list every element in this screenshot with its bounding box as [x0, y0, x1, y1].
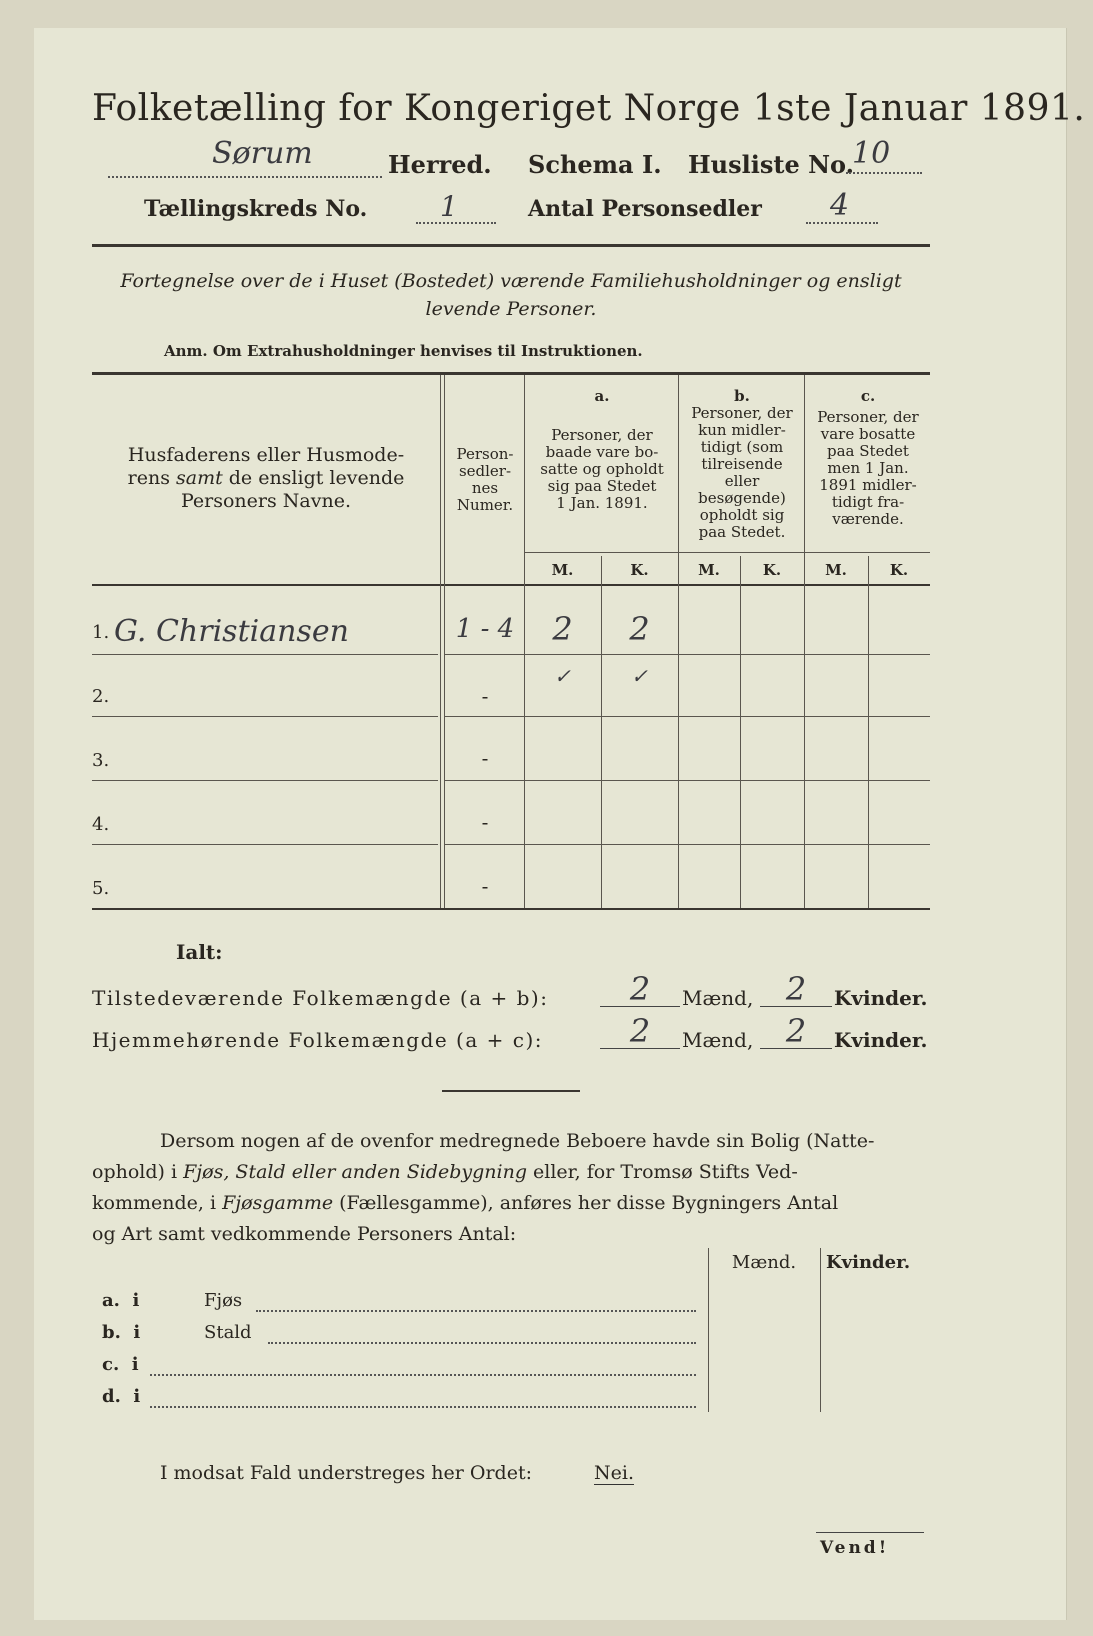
row-5-num: -: [481, 874, 489, 898]
form-title: Folketælling for Kongeriget Norge 1ste Januar 1891.: [92, 88, 1086, 129]
b-m-label: M.: [698, 561, 720, 579]
hjem-kvinder: Kvinder.: [834, 1028, 928, 1052]
tilst-maend: Mænd,: [682, 986, 754, 1010]
bld-d-dots: [150, 1406, 696, 1408]
herred-value: Sørum: [212, 136, 313, 171]
herred-label: Herred.: [388, 150, 492, 179]
col-c-header: [806, 388, 930, 528]
vend-rule: [816, 1532, 924, 1533]
intro-line1: Fortegnelse over de i Huset (Bostedet) værende Familiehusholdninger og ensligt: [120, 270, 902, 292]
hjem-m-value: 2: [629, 1012, 651, 1050]
bld-maend-head: Mænd.: [731, 1252, 797, 1273]
row-line-3: [92, 780, 438, 781]
col-num-l2: sedler-: [458, 462, 512, 480]
col-a-l2: baade vare bo-: [545, 443, 659, 461]
hjem-label: Hjemmehørende Folkemængde (a + c):: [92, 1028, 543, 1052]
hjem-maend: Mænd,: [682, 1028, 754, 1052]
col-b-l4: tilreisende: [701, 455, 783, 473]
antal-value: 4: [830, 188, 850, 223]
bld-a-label: a. i: [102, 1290, 140, 1311]
row-2-number: 2.: [92, 686, 110, 707]
col-sep-c: [868, 556, 869, 908]
header-rule: [92, 244, 930, 247]
col-b-l3: tidigt (som: [700, 438, 784, 456]
row-line-4r: [444, 844, 930, 845]
modsat-text: I modsat Fald understreges her Ordet:: [160, 1462, 532, 1484]
row-1-a-k: 2: [629, 610, 650, 648]
col-c-l5: 1891 midler-: [819, 476, 917, 494]
mk-rule: [524, 552, 930, 553]
bld-kvinder-head: Kvinder.: [826, 1252, 911, 1273]
row-4-number: 4.: [92, 814, 110, 835]
kreds-label: Tællingskreds No.: [144, 196, 368, 222]
col-sep-1b: [444, 375, 445, 908]
b-k-label: K.: [762, 561, 782, 579]
col-num-l1: Person-: [456, 445, 514, 463]
row-line-3r: [444, 780, 930, 781]
para-l3c: (Fællesgamme), anføres her disse Bygningers Antal: [333, 1192, 839, 1214]
col-b-l1: Personer, der: [691, 404, 793, 422]
col-c-l6: tidigt fra-: [831, 493, 905, 511]
bld-c-label: c. i: [102, 1354, 139, 1375]
husliste-label: Husliste No.: [688, 150, 854, 179]
bld-b-item: Stald: [204, 1322, 252, 1343]
bld-b-dots: [268, 1342, 696, 1344]
col-sep-3: [678, 375, 679, 908]
row-1-number: 1.: [92, 622, 110, 643]
row-1-a-m: 2: [552, 610, 573, 648]
bld-b-label: b. i: [102, 1322, 141, 1343]
row-line-4: [92, 844, 438, 845]
col-b-l6: besøgende): [698, 489, 786, 507]
col-names-l2b: samt: [175, 467, 223, 489]
bld-d-label: d. i: [102, 1386, 141, 1407]
tilst-k-value: 2: [785, 970, 807, 1008]
col-names-l2c: de ensligt levende: [222, 467, 405, 489]
para-line1: Dersom nogen af de ovenfor medregnede Beboere havde sin Bolig (Natte-: [160, 1130, 875, 1152]
row-3-number: 3.: [92, 750, 110, 771]
tilst-label: Tilstedeværende Folkemængde (a + b):: [92, 986, 549, 1010]
col-num-l4: Numer.: [456, 496, 514, 514]
row-1-name: G. Christiansen: [114, 614, 349, 649]
row-5-number: 5.: [92, 878, 110, 899]
bld-sep-1: [708, 1248, 709, 1412]
para-line2: [92, 1157, 798, 1188]
tilst-kvinder: Kvinder.: [834, 986, 928, 1010]
husliste-dots: [846, 172, 922, 174]
col-names-l2: [96, 467, 436, 490]
col-names-l3: Personers Navne.: [180, 490, 351, 512]
col-c-letter: c.: [860, 387, 876, 405]
col-b-l2: kun midler-: [698, 421, 786, 439]
anm-note: Anm. Om Extrahusholdninger henvises til Instruktionen.: [164, 342, 643, 360]
col-a-l4: sig paa Stedet: [547, 477, 657, 495]
para-line3: [92, 1188, 838, 1219]
row-2-num: -: [481, 684, 489, 708]
col-a-l5: 1 Jan. 1891.: [556, 494, 648, 512]
col-b-l8: paa Stedet.: [698, 523, 786, 541]
col-c-l1: Personer, der: [817, 408, 919, 426]
husliste-value: 10: [852, 136, 891, 171]
col-sep-a: [601, 556, 602, 908]
col-num-header: [446, 446, 524, 514]
hjem-k-value: 2: [785, 1012, 807, 1050]
row-3-num: -: [481, 746, 489, 770]
col-names-l2a: rens: [127, 467, 176, 489]
row-line-2: [92, 716, 438, 717]
table-bottom-rule: [92, 908, 930, 910]
tilst-m-value: 2: [629, 970, 651, 1008]
vend-label: Vend!: [820, 1538, 890, 1558]
col-a-header: [526, 388, 678, 512]
bld-sep-2: [820, 1248, 821, 1412]
col-sep-1: [440, 375, 441, 908]
para-line4: og Art samt vedkommende Personers Antal:: [92, 1223, 517, 1245]
col-b-l5: eller: [724, 472, 760, 490]
kreds-value: 1: [440, 190, 458, 223]
a-k-label: K.: [630, 561, 649, 579]
col-num-l3: nes: [471, 479, 499, 497]
bld-a-dots: [256, 1310, 696, 1312]
c-k-label: K.: [889, 561, 909, 579]
col-c-l3: paa Stedet: [827, 442, 909, 460]
col-sep-b: [740, 556, 741, 908]
col-a-l1: Personer, der: [551, 426, 653, 444]
col-sep-4: [804, 375, 805, 908]
row-line-1: [92, 654, 438, 655]
nei-word: Nei.: [594, 1462, 634, 1484]
col-names-header: [96, 444, 436, 513]
col-a-l3: satte og opholdt: [540, 460, 664, 478]
c-m-label: M.: [825, 561, 847, 579]
col-c-l7: værende.: [832, 510, 904, 528]
census-form: [34, 28, 1067, 1620]
row-2-a-k: ✓: [631, 664, 648, 688]
antal-label: Antal Personsedler: [528, 196, 762, 222]
intro-line2: levende Personer.: [425, 298, 597, 320]
row-line-1r: [444, 654, 930, 655]
col-c-l4: men 1 Jan.: [827, 459, 909, 477]
schema-label: Schema I.: [528, 150, 662, 179]
col-names-l1: Husfaderens eller Husmode-: [127, 444, 405, 466]
row-line-2r: [444, 716, 930, 717]
para-l3b: Fjøsgamme: [222, 1192, 334, 1214]
separator-rule: [442, 1090, 580, 1092]
para-l2a: ophold) i: [92, 1161, 184, 1183]
row-2-a-m: ✓: [554, 664, 571, 688]
col-b-l7: opholdt sig: [699, 506, 785, 524]
col-c-l2: vare bosatte: [820, 425, 916, 443]
col-b-letter: b.: [734, 387, 750, 405]
a-m-label: M.: [551, 561, 574, 579]
row-4-num: -: [481, 810, 489, 834]
ialt-label: Ialt:: [176, 940, 223, 964]
row-1-num: 1 - 4: [455, 614, 515, 644]
bld-c-dots: [150, 1374, 696, 1376]
para-l2b: Fjøs, Stald eller anden Sidebygning: [183, 1161, 527, 1183]
bld-a-item: Fjøs: [204, 1290, 243, 1311]
para-l2c: eller, for Tromsø Stifts Ved-: [526, 1161, 798, 1183]
col-a-letter: a.: [594, 387, 610, 405]
col-b-header: [680, 388, 804, 541]
para-l3a: kommende, i: [92, 1192, 223, 1214]
